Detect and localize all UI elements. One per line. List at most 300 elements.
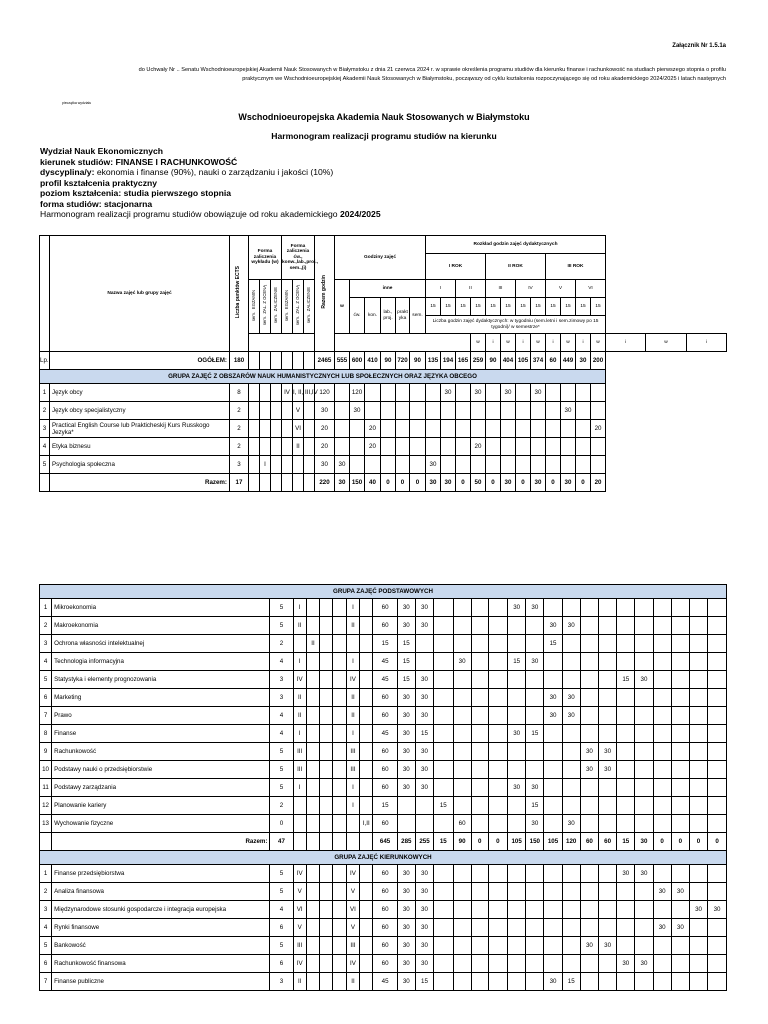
row-value bbox=[526, 653, 544, 671]
row-value bbox=[270, 937, 293, 955]
wi-text: w bbox=[506, 339, 510, 345]
row-value bbox=[397, 901, 415, 919]
row-value bbox=[434, 743, 453, 761]
total-cell bbox=[350, 352, 365, 370]
cell-text: 60 bbox=[381, 960, 389, 967]
wi-cell bbox=[516, 334, 531, 352]
cell-text: 30 bbox=[564, 479, 572, 486]
cell-text: 30 bbox=[640, 676, 648, 683]
cell-text: 30 bbox=[474, 389, 482, 396]
total-cell bbox=[335, 352, 350, 370]
weeks-cell-text: 15 bbox=[565, 303, 571, 309]
course-name bbox=[52, 707, 270, 725]
cell-text: 5 bbox=[43, 942, 48, 949]
course-name-text: Prawo bbox=[54, 712, 72, 719]
row-value bbox=[373, 901, 397, 919]
cell-text: 285 bbox=[401, 838, 412, 845]
row-value bbox=[415, 865, 433, 883]
year1-header-text: I ROK bbox=[448, 263, 463, 269]
course-name bbox=[50, 456, 230, 474]
total-cell bbox=[40, 352, 50, 370]
cell-text: 3 bbox=[43, 640, 48, 647]
row-value bbox=[580, 689, 598, 707]
row-value bbox=[599, 635, 617, 653]
row-value bbox=[320, 865, 333, 883]
cell-text: 220 bbox=[319, 479, 330, 486]
cell-text: 60 bbox=[381, 942, 389, 949]
row-value bbox=[333, 865, 346, 883]
row-value bbox=[230, 384, 249, 402]
cell-text: 1 bbox=[42, 389, 47, 396]
row-value bbox=[373, 937, 397, 955]
row-value bbox=[544, 919, 562, 937]
wi-cell bbox=[606, 334, 646, 352]
row-value bbox=[653, 937, 671, 955]
row-value bbox=[471, 438, 486, 456]
row-value bbox=[508, 761, 526, 779]
year1-header bbox=[426, 254, 486, 280]
hours-header-text: Godziny zajęć bbox=[364, 254, 396, 260]
row-number bbox=[40, 883, 52, 901]
weeks-cell-text: 15 bbox=[445, 303, 451, 309]
row-value bbox=[580, 599, 598, 617]
semester-header bbox=[546, 280, 576, 298]
row-value bbox=[282, 402, 293, 420]
row-value bbox=[270, 653, 293, 671]
row-value bbox=[599, 955, 617, 973]
cell-text: 150 bbox=[351, 479, 363, 486]
faculty-stamp-note: pieczątka wydziału bbox=[62, 101, 92, 105]
row-value bbox=[617, 815, 635, 833]
row-value bbox=[617, 743, 635, 761]
cell-text: 600 bbox=[351, 357, 363, 364]
row-value bbox=[333, 761, 346, 779]
cell-text: VI bbox=[350, 906, 356, 913]
row-value bbox=[320, 743, 333, 761]
row-value bbox=[526, 599, 544, 617]
row-value bbox=[562, 635, 580, 653]
row-value bbox=[562, 707, 580, 725]
cell-text: 30 bbox=[338, 479, 346, 486]
total-cell bbox=[304, 352, 315, 370]
total-cell bbox=[396, 352, 410, 370]
total-cell bbox=[531, 474, 546, 492]
total-cell bbox=[471, 474, 486, 492]
cell-text: II bbox=[297, 694, 302, 701]
total-cell bbox=[40, 833, 52, 851]
row-value bbox=[346, 937, 359, 955]
row-value bbox=[562, 955, 580, 973]
row-value bbox=[488, 815, 507, 833]
row-value bbox=[653, 725, 671, 743]
row-value bbox=[360, 973, 373, 991]
total-cell bbox=[471, 833, 488, 851]
row-value bbox=[397, 955, 415, 973]
exercise-form-header-text: Forma zaliczenia ćw., konw.,lab.,proj., sem.,(i) bbox=[282, 243, 319, 271]
row-value bbox=[304, 456, 315, 474]
row-value bbox=[270, 865, 293, 883]
cell-text: 10 bbox=[42, 766, 49, 773]
row-value bbox=[333, 973, 346, 991]
semester-header-text: III bbox=[498, 285, 503, 291]
row-value bbox=[635, 865, 653, 883]
course-name-text: Razem: bbox=[245, 838, 268, 845]
row-value bbox=[526, 779, 544, 797]
cell-text: 0 bbox=[386, 479, 390, 486]
total-cell bbox=[293, 474, 304, 492]
row-value bbox=[453, 635, 471, 653]
row-value bbox=[508, 955, 526, 973]
row-value bbox=[635, 707, 653, 725]
row-value bbox=[617, 617, 635, 635]
cell-text: I, II, III,IV bbox=[293, 389, 318, 396]
row-value bbox=[635, 743, 653, 761]
row-value bbox=[531, 420, 546, 438]
row-value bbox=[526, 865, 544, 883]
row-value bbox=[456, 456, 471, 474]
row-value bbox=[415, 617, 433, 635]
row-value bbox=[576, 384, 591, 402]
row-value bbox=[346, 671, 359, 689]
row-value bbox=[333, 901, 346, 919]
row-value bbox=[689, 797, 707, 815]
total-cell bbox=[360, 833, 373, 851]
row-value bbox=[397, 599, 415, 617]
row-value bbox=[546, 420, 561, 438]
row-value bbox=[488, 707, 507, 725]
row-value bbox=[293, 707, 306, 725]
row-value bbox=[471, 384, 486, 402]
total-cell bbox=[486, 352, 501, 370]
cell-text: II bbox=[296, 443, 300, 450]
row-value bbox=[599, 743, 617, 761]
row-value bbox=[335, 438, 350, 456]
row-value bbox=[599, 973, 617, 991]
total-cell bbox=[544, 833, 562, 851]
row-value bbox=[397, 653, 415, 671]
row-value bbox=[508, 937, 526, 955]
row-value bbox=[544, 797, 562, 815]
course-name-text: Mikroekonomia bbox=[54, 604, 97, 611]
cell-text: 8 bbox=[237, 389, 241, 396]
cell-text: 120 bbox=[351, 389, 363, 396]
cell-text: 60 bbox=[458, 820, 466, 827]
row-value bbox=[471, 707, 488, 725]
cell-text: 30 bbox=[353, 407, 361, 414]
year2-header bbox=[486, 254, 546, 280]
cell-text: 40 bbox=[369, 479, 376, 486]
row-value bbox=[441, 456, 456, 474]
row-value bbox=[373, 797, 397, 815]
cell-text: 5 bbox=[279, 604, 284, 611]
cell-text: 15 bbox=[567, 978, 575, 985]
row-value bbox=[373, 955, 397, 973]
row-value bbox=[486, 384, 501, 402]
total-cell bbox=[271, 474, 282, 492]
row-value bbox=[617, 635, 635, 653]
row-value bbox=[488, 743, 507, 761]
cell-text: 45 bbox=[381, 676, 389, 683]
row-value bbox=[230, 438, 249, 456]
row-value bbox=[333, 883, 346, 901]
cell-text: 30 bbox=[429, 479, 437, 486]
row-value bbox=[346, 901, 359, 919]
row-number bbox=[40, 743, 52, 761]
cell-text: 0 bbox=[415, 479, 420, 486]
row-value bbox=[580, 707, 598, 725]
row-value bbox=[396, 456, 410, 474]
row-value bbox=[415, 725, 433, 743]
row-value bbox=[508, 599, 526, 617]
course-name-text: Wychowanie fizyczne bbox=[54, 820, 114, 827]
row-value bbox=[415, 937, 433, 955]
row-value bbox=[293, 797, 306, 815]
total-cell bbox=[293, 352, 304, 370]
name-header bbox=[50, 236, 230, 352]
cell-text: I bbox=[298, 658, 301, 665]
row-value bbox=[320, 617, 333, 635]
cell-text: 9 bbox=[43, 748, 48, 755]
row-value bbox=[591, 402, 606, 420]
cell-text: II bbox=[311, 640, 315, 647]
row-value bbox=[270, 671, 293, 689]
row-number bbox=[40, 725, 52, 743]
row-value bbox=[617, 725, 635, 743]
form-sub-label: ZALICZENIE bbox=[273, 287, 279, 312]
cw-header-text: ćw. bbox=[353, 312, 361, 318]
form-sub-label: ZALICZENIE bbox=[306, 287, 312, 312]
total-cell bbox=[282, 352, 293, 370]
row-value bbox=[599, 689, 617, 707]
cell-text: II bbox=[351, 978, 355, 985]
w-header-text: w bbox=[340, 303, 344, 309]
row-value bbox=[486, 438, 501, 456]
cell-text: 30 bbox=[429, 461, 437, 468]
wi-cell bbox=[561, 334, 576, 352]
row-value bbox=[434, 671, 453, 689]
row-value bbox=[271, 384, 282, 402]
row-value bbox=[708, 761, 727, 779]
row-value bbox=[333, 725, 346, 743]
row-value bbox=[671, 815, 689, 833]
cell-text: II bbox=[351, 712, 355, 719]
total-cell bbox=[335, 474, 350, 492]
row-value bbox=[488, 865, 507, 883]
form-sub-header bbox=[271, 280, 282, 334]
row-value bbox=[315, 402, 335, 420]
cell-text: 15 bbox=[622, 838, 630, 845]
row-value bbox=[599, 599, 617, 617]
row-value bbox=[599, 725, 617, 743]
cell-text: 30 bbox=[534, 389, 542, 396]
cell-text: 30 bbox=[338, 461, 346, 468]
course-name bbox=[52, 743, 270, 761]
row-value bbox=[544, 707, 562, 725]
row-value bbox=[293, 599, 306, 617]
row-value bbox=[635, 779, 653, 797]
row-value bbox=[373, 883, 397, 901]
row-value bbox=[580, 761, 598, 779]
course-name-text: Statystyka i elementy prognozowania bbox=[54, 676, 157, 683]
row-value bbox=[397, 725, 415, 743]
cell-text: 15 bbox=[381, 802, 389, 809]
cell-text: 165 bbox=[457, 357, 469, 364]
cell-text: 30 bbox=[549, 978, 557, 985]
cell-text: 30 bbox=[549, 694, 557, 701]
row-value bbox=[360, 797, 373, 815]
row-value bbox=[396, 384, 410, 402]
row-value bbox=[360, 937, 373, 955]
wi-cell bbox=[486, 334, 501, 352]
cell-text: 3 bbox=[42, 425, 47, 432]
row-value bbox=[306, 883, 319, 901]
row-value bbox=[350, 420, 365, 438]
course-name-text: Analiza finansowa bbox=[54, 888, 104, 895]
cell-text: 30 bbox=[567, 622, 575, 629]
group2-row bbox=[40, 617, 727, 635]
cell-text: 5 bbox=[279, 748, 284, 755]
total-cell bbox=[617, 833, 635, 851]
wi-cell bbox=[591, 334, 606, 352]
row-value bbox=[488, 653, 507, 671]
row-number bbox=[40, 865, 52, 883]
cell-text: 60 bbox=[381, 906, 389, 913]
discipline bbox=[40, 167, 381, 178]
row-value bbox=[689, 617, 707, 635]
cell-text: 30 bbox=[564, 407, 572, 414]
cell-text: 30 bbox=[676, 924, 684, 931]
row-value bbox=[617, 955, 635, 973]
row-value bbox=[671, 937, 689, 955]
row-value bbox=[304, 402, 315, 420]
row-value bbox=[434, 617, 453, 635]
cell-text: 4 bbox=[279, 906, 284, 913]
total-cell bbox=[271, 352, 282, 370]
cell-text: 3 bbox=[279, 978, 284, 985]
row-value bbox=[689, 955, 707, 973]
row-value bbox=[544, 743, 562, 761]
weeks-cell bbox=[441, 298, 456, 316]
row-value bbox=[415, 653, 433, 671]
total-cell bbox=[441, 352, 456, 370]
cell-text: 150 bbox=[529, 838, 540, 845]
weeks-cell-text: 15 bbox=[460, 303, 466, 309]
row-value bbox=[360, 599, 373, 617]
row-value bbox=[346, 653, 359, 671]
row-value bbox=[562, 865, 580, 883]
cell-text: 6 bbox=[43, 960, 48, 967]
row-value bbox=[471, 761, 488, 779]
row-value bbox=[635, 883, 653, 901]
row-value bbox=[270, 883, 293, 901]
group3-row bbox=[40, 937, 727, 955]
total-cell bbox=[249, 352, 260, 370]
row-value bbox=[635, 671, 653, 689]
ects-header bbox=[230, 236, 249, 352]
row-value bbox=[315, 456, 335, 474]
row-value bbox=[282, 438, 293, 456]
row-value bbox=[260, 384, 271, 402]
group3-row bbox=[40, 955, 727, 973]
wi-text: i bbox=[522, 339, 524, 345]
row-value bbox=[708, 743, 727, 761]
row-value bbox=[306, 725, 319, 743]
row-value bbox=[230, 402, 249, 420]
row-value bbox=[488, 725, 507, 743]
row-value bbox=[471, 901, 488, 919]
hours-header bbox=[335, 236, 426, 280]
row-value bbox=[434, 937, 453, 955]
row-value bbox=[293, 901, 306, 919]
cell-text: 30 bbox=[676, 888, 684, 895]
row-value bbox=[249, 438, 260, 456]
row-value bbox=[271, 420, 282, 438]
row-value bbox=[617, 779, 635, 797]
course-name-text: Finanse bbox=[54, 730, 77, 737]
row-value bbox=[453, 707, 471, 725]
row-value bbox=[271, 438, 282, 456]
course-name bbox=[52, 865, 270, 883]
course-name-text: Rachunkowość bbox=[54, 748, 97, 755]
weeks-cell bbox=[591, 298, 606, 316]
cell-text: 90 bbox=[384, 357, 392, 364]
row-value bbox=[304, 438, 315, 456]
row-number bbox=[40, 901, 52, 919]
row-value bbox=[617, 797, 635, 815]
cell-text: 105 bbox=[511, 838, 522, 845]
row-value bbox=[282, 456, 293, 474]
row-value bbox=[396, 420, 410, 438]
row-value bbox=[689, 919, 707, 937]
row-number bbox=[40, 937, 52, 955]
row-value bbox=[580, 883, 598, 901]
row-value bbox=[320, 635, 333, 653]
cell-text: I bbox=[352, 658, 354, 665]
cell-text: 50 bbox=[474, 479, 482, 486]
cell-text: 60 bbox=[381, 604, 389, 611]
cell-text: 5 bbox=[279, 942, 284, 949]
row-value bbox=[260, 420, 271, 438]
cell-text: 30 bbox=[585, 766, 593, 773]
row-value bbox=[271, 402, 282, 420]
total-cell bbox=[580, 833, 598, 851]
wi-text: i bbox=[625, 339, 627, 345]
row-value bbox=[689, 779, 707, 797]
course-name-text: Psychologia społeczna bbox=[52, 461, 115, 468]
cell-text: 30 bbox=[531, 820, 539, 827]
row-value bbox=[591, 384, 606, 402]
cell-text: 60 bbox=[381, 694, 389, 701]
weeks-cell bbox=[531, 298, 546, 316]
row-value bbox=[671, 599, 689, 617]
row-value bbox=[653, 973, 671, 991]
weeks-cell-text: 15 bbox=[490, 303, 496, 309]
row-value bbox=[381, 456, 396, 474]
cell-text: 5 bbox=[279, 622, 284, 629]
cell-text: 2 bbox=[237, 407, 241, 414]
wi-text: i bbox=[582, 339, 584, 345]
cell-text: III bbox=[297, 766, 303, 773]
row-value bbox=[306, 599, 319, 617]
row-value bbox=[708, 599, 727, 617]
row-value bbox=[306, 653, 319, 671]
curriculum-table-top bbox=[39, 235, 727, 492]
cell-text: 60 bbox=[381, 870, 389, 877]
cell-text: 15 bbox=[439, 802, 447, 809]
total-cell bbox=[365, 352, 381, 370]
course-name-text: OGÓŁEM: bbox=[197, 357, 227, 364]
cell-text: 720 bbox=[397, 357, 408, 364]
